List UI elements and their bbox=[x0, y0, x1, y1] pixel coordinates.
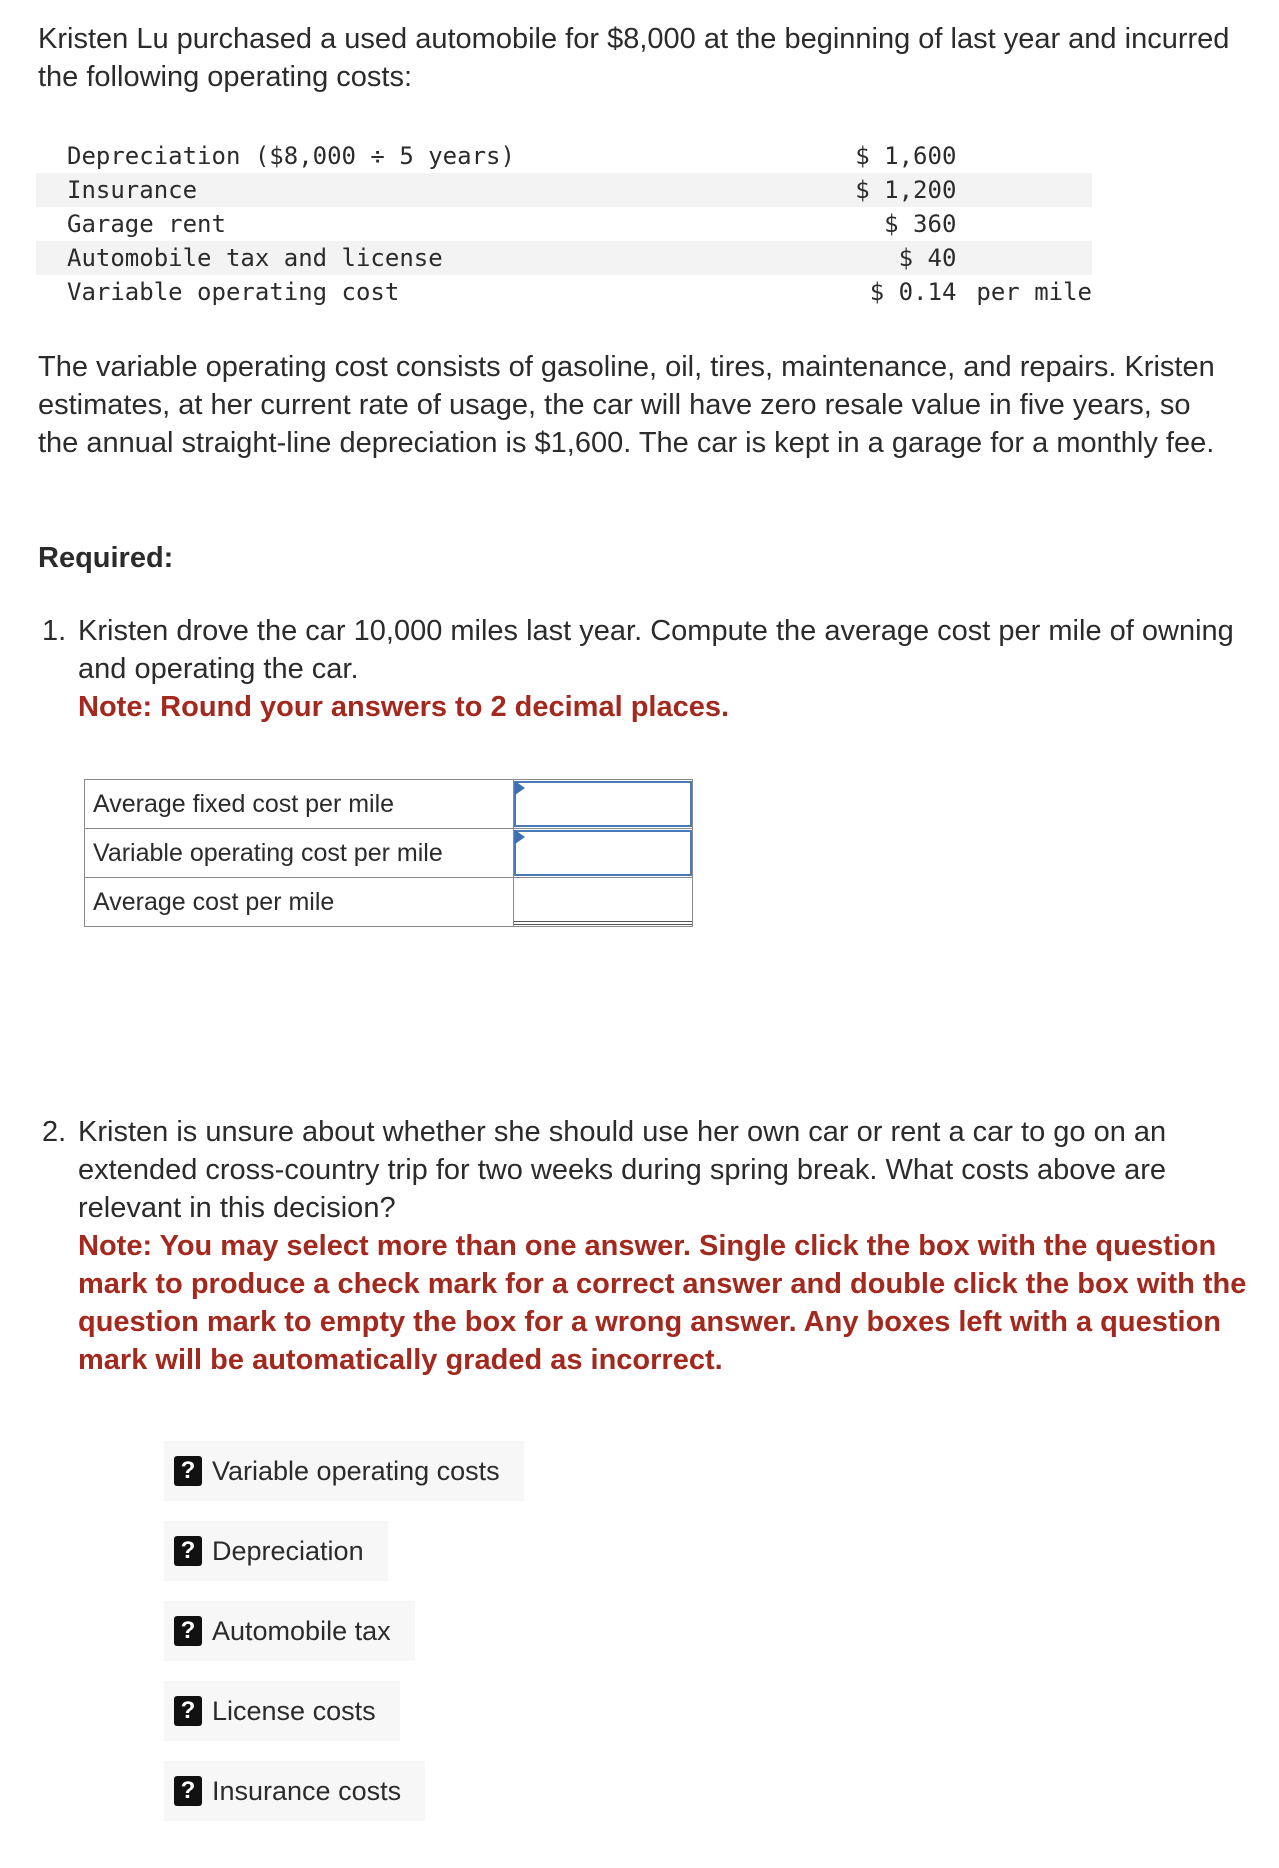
answer-row bbox=[85, 878, 693, 927]
cost-amount: $ 1,200 bbox=[855, 176, 957, 204]
answer-row-label: Average cost per mile bbox=[85, 878, 514, 927]
question-mark-icon[interactable]: ? bbox=[174, 1536, 202, 1566]
cost-unit bbox=[956, 139, 1092, 173]
cost-amount: $ 1,600 bbox=[855, 142, 957, 170]
question-2-prompt: Kristen is unsure about whether she should use her own car or rent a car to go on an extended cross-country trip for two weeks during spring break. What costs above are relevant in this decision? bbox=[78, 1116, 1167, 1224]
cost-unit: per mile bbox=[976, 278, 1092, 306]
option-insurance-costs[interactable] bbox=[164, 1761, 425, 1821]
answer-row bbox=[85, 829, 693, 878]
option-variable-operating-costs[interactable] bbox=[164, 1441, 524, 1501]
flag-icon bbox=[515, 830, 525, 844]
cost-row bbox=[36, 207, 1092, 241]
option-license-costs[interactable] bbox=[164, 1681, 400, 1741]
cost-amount: $ 40 bbox=[898, 244, 957, 272]
question-1-text bbox=[78, 612, 1248, 726]
question-2-number: 2. bbox=[42, 1116, 67, 1148]
question-1-note: Note: Round your answers to 2 decimal places. bbox=[78, 691, 730, 723]
option-label: Insurance costs bbox=[212, 1775, 402, 1806]
cost-label: Garage rent bbox=[67, 210, 226, 238]
answer-cell bbox=[514, 780, 693, 829]
question-1-prompt: Kristen drove the car 10,000 miles last year. Compute the average cost per mile of owning and operating the car. bbox=[78, 615, 1234, 685]
question-mark-icon[interactable]: ? bbox=[174, 1456, 202, 1486]
cost-label: Depreciation ($8,000 ÷ 5 years) bbox=[67, 142, 515, 170]
answer-row-label: Average fixed cost per mile bbox=[85, 780, 514, 829]
option-depreciation[interactable] bbox=[164, 1521, 388, 1581]
average-cost-input[interactable] bbox=[514, 879, 692, 925]
cost-row bbox=[36, 275, 1092, 309]
cost-amount: $ 0.14 bbox=[869, 278, 957, 306]
average-fixed-cost-input[interactable] bbox=[514, 781, 692, 827]
cost-label: Variable operating cost bbox=[67, 278, 400, 306]
answer-cell bbox=[514, 829, 693, 878]
option-label: License costs bbox=[212, 1695, 376, 1726]
option-automobile-tax[interactable] bbox=[164, 1601, 415, 1661]
answer-row bbox=[85, 780, 693, 829]
cost-unit bbox=[956, 241, 1092, 275]
question-2-text bbox=[78, 1113, 1248, 1379]
cost-amount: $ 360 bbox=[884, 210, 957, 238]
cost-label: Automobile tax and license bbox=[67, 244, 443, 272]
cost-row bbox=[36, 139, 1092, 173]
variable-cost-input[interactable] bbox=[514, 830, 692, 876]
cost-row bbox=[36, 241, 1092, 275]
operating-costs-table bbox=[36, 139, 1092, 309]
question-mark-icon[interactable]: ? bbox=[174, 1776, 202, 1806]
answer-cell bbox=[514, 878, 693, 927]
cost-per-mile-table bbox=[84, 779, 693, 927]
cost-unit bbox=[956, 207, 1092, 241]
flag-icon bbox=[515, 781, 525, 795]
option-label: Depreciation bbox=[212, 1535, 364, 1566]
required-heading: Required: bbox=[38, 542, 174, 574]
option-label: Variable operating costs bbox=[212, 1455, 500, 1486]
question-2-note: Note: You may select more than one answer. Single click the box with the question mark to produce a check mark for a correct answer and double click the box with the question mark to empty the box for a wrong answer. Any boxes left with a question mark will be automatically graded as incorrect. bbox=[78, 1230, 1247, 1376]
cost-unit bbox=[956, 173, 1092, 207]
question-mark-icon[interactable]: ? bbox=[174, 1696, 202, 1726]
intro-paragraph: Kristen Lu purchased a used automobile for $8,000 at the beginning of last year and incurred the following operating costs: bbox=[38, 23, 1230, 93]
option-label: Automobile tax bbox=[212, 1615, 391, 1646]
question-1-number: 1. bbox=[42, 615, 67, 647]
answer-row-label: Variable operating cost per mile bbox=[85, 829, 514, 878]
cost-row bbox=[36, 173, 1092, 207]
question-mark-icon[interactable]: ? bbox=[174, 1616, 202, 1646]
cost-label: Insurance bbox=[67, 176, 198, 204]
explanation-paragraph: The variable operating cost consists of gasoline, oil, tires, maintenance, and repairs. Kristen estimates, at her current rate of usage, the car will have zero resale value in five years, so the annual straight-line depreciation is $1,600. The car is kept in a garage for a monthly fee. bbox=[38, 351, 1215, 459]
